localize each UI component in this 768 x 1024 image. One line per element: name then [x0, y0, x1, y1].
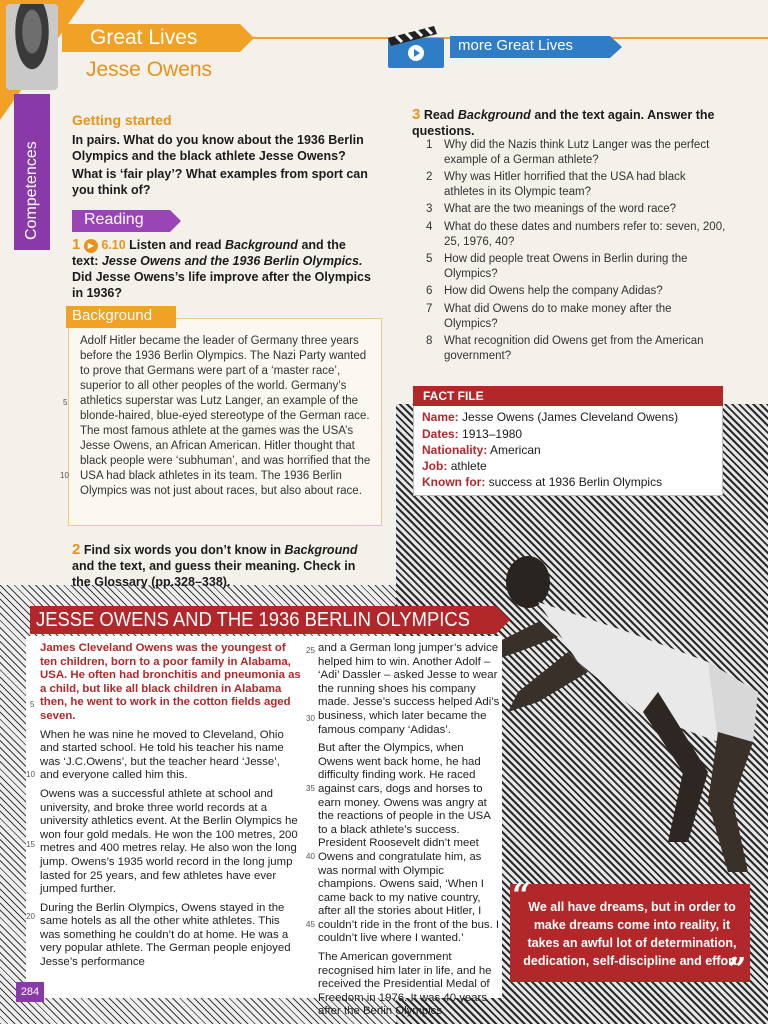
- reading-label: Reading: [84, 211, 144, 228]
- exercise-3-text-a: Read: [423, 108, 455, 122]
- close-quote-icon: ”: [728, 950, 747, 988]
- page-number: 284: [16, 982, 44, 1002]
- question-number: 5: [426, 253, 433, 266]
- jesse-owens-portrait: [6, 4, 58, 90]
- fact-file-heading: FACT FILE: [413, 386, 723, 406]
- exercise-2: [72, 542, 372, 590]
- list-item: [426, 284, 726, 299]
- question-number: 7: [426, 302, 433, 315]
- open-quote-icon: “: [512, 876, 531, 914]
- article-lead: James Cleveland Owens was the youngest of ten children, born to a poor family in Alabama, USA. He often had bronchitis and pneumonia as a child, but like all black children in Alabama then, he went to work in the cotton fields aged seven.: [40, 642, 301, 722]
- fact-row: [422, 459, 487, 473]
- article-paragraph: Owens was a successful athlete at school and university, and broke three world records at a university athletics event. At the Berlin Olympics he won four gold medals. He won the 100 metres, 200 metres and 400 metres relay. He also won the long jump. Owens’s 1935 world record in the long jump lasted for 25 years, and few athletes have ever jumped further.: [40, 787, 298, 896]
- background-text: Adolf Hitler became the leader of Germany three years before the 1936 Berlin Olympics. The Nazi Party wanted to prove that Germans were part of a ‘master race’, superior to all other peoples of the world. Germany’s athletics superstar was Lutz Langer, an example of the blonde-haired, blue-eyed stereotype of the German race. The most famous athlete at the games was the USA’s Jesse Owens, an African American. Hitler thought that black people were ‘subhuman’, and was horrified that the USA had black athletes in its team. The 1936 Berlin Olympics was not just about races, but also about race.: [80, 335, 371, 497]
- section-title: Great Lives: [90, 26, 198, 49]
- fact-row: [422, 443, 541, 457]
- line-number: 5: [63, 398, 68, 407]
- exercise-1-text-c: Did Jesse Owens’s life improve after the Olympics in 1936?: [72, 270, 371, 300]
- question-number: 3: [426, 203, 433, 216]
- list-item: [426, 252, 726, 281]
- article-paragraph: The American government recognised him later in life, and he received the Presidential Medal of Freedom in 1976. It was 40 years after the Berlin Olympics.: [318, 951, 492, 1018]
- question-list: [426, 138, 726, 366]
- question-number: 6: [426, 285, 433, 298]
- article-paragraph: and a German long jumper’s advice helped him to win. Another Adolf – ‘Adi’ Dassler – asked Jesse to wear the running shoes his company made. Jesse’s success helped Adi’s business, which later became the famous company ‘Adidas’.: [318, 642, 500, 736]
- quote-text: We all have dreams, but in order to make dreams come into reality, it takes an awful lot of determination, dedication, self-discipline and effort.: [523, 900, 741, 968]
- line-number: 35: [306, 784, 315, 793]
- article-paragraph: During the Berlin Olympics, Owens stayed in the same hotels as all the other white athletes. This was something he couldn’t do at home. He was a very popular athlete. The German people enjoyed Jesse’s performance: [40, 901, 291, 969]
- article-paragraph: But after the Olympics, when Owens went back home, he had difficulty finding work. He raced against cars, dogs and horses to earn money. Owens was angry at the reactions of people in the USA to a black athlete’s success. President Roosevelt didn’t meet Owens and congratulate him, as was normal with Olympic champions. Owens said, ‘When I came back to my native country, after all the stories about Hitler, I couldn’t ride in the front of the bus. I couldn’t live where I wanted.’: [318, 742, 500, 945]
- article-column-left: [40, 642, 302, 975]
- question-text: How did people treat Owens in Berlin during the Olympics?: [444, 253, 688, 280]
- line-number: 15: [26, 840, 35, 849]
- exercise-2-number: 2: [72, 541, 81, 558]
- article-column-right: [318, 642, 500, 1024]
- exercise-1-text-a: Listen and read: [129, 238, 222, 252]
- fact-key: Known for:: [422, 475, 486, 489]
- exercise-1-emphasis-2: Jesse Owens and the 1936 Berlin Olympics.: [101, 254, 363, 268]
- fact-value: 1913–1980: [462, 427, 523, 441]
- exercise-2-text-a: Find six words you don’t know in: [83, 543, 282, 557]
- article-paragraph: When he was nine he moved to Cleveland, Ohio and started school. He told his teacher his name was ‘J.C.Owens’, but the teacher heard ‘Jesse’, and everyone called him this.: [40, 728, 284, 782]
- question-text: Why did the Nazis think Lutz Langer was the perfect example of a German athlete?: [444, 139, 710, 166]
- line-number: 10: [26, 770, 35, 779]
- line-number: 5: [30, 700, 35, 709]
- question-text: How did Owens help the company Adidas?: [444, 285, 663, 298]
- question-text: What do these dates and numbers refer to: seven, 200, 25, 1976, 40?: [444, 220, 726, 248]
- exercise-1-text-b: and the text:: [72, 238, 346, 268]
- fact-key: Dates:: [422, 427, 459, 441]
- fact-key: Nationality:: [422, 443, 488, 457]
- line-number: 10: [60, 471, 69, 480]
- question-number: 4: [426, 220, 433, 233]
- exercise-1-number: 1: [72, 236, 81, 253]
- question-number: 2: [426, 171, 433, 184]
- fact-row: [422, 410, 678, 424]
- list-item: [426, 202, 726, 217]
- line-number: 20: [26, 912, 35, 921]
- question-text: What are the two meanings of the word race?: [444, 203, 677, 216]
- exercise-3-number: 3: [412, 106, 421, 123]
- line-number: 45: [306, 920, 315, 929]
- exercise-3-text-b: and the text again. Answer the questions.: [412, 108, 715, 138]
- question-number: 8: [426, 335, 433, 348]
- question-number: 1: [426, 139, 433, 151]
- fact-row: [422, 475, 662, 489]
- line-number: 40: [306, 852, 315, 861]
- question-text: What recognition did Owens get from the American government?: [444, 335, 704, 362]
- list-item: [426, 220, 726, 249]
- getting-started-question-1: In pairs. What do you know about the 1936 Berlin Olympics and the black athlete Jesse Owens?: [72, 133, 364, 163]
- runner-figure: [478, 542, 768, 902]
- more-great-lives-label[interactable]: more Great Lives: [458, 37, 574, 54]
- audio-track-number: 6.10: [101, 238, 126, 252]
- list-item: [426, 138, 726, 167]
- background-tab-label: Background: [72, 307, 153, 324]
- fact-key: Job:: [422, 459, 448, 473]
- list-item: [426, 334, 726, 363]
- exercise-3: [412, 107, 732, 139]
- question-text: What did Owens do to make money after the Olympics?: [444, 302, 672, 330]
- list-item: [426, 302, 726, 331]
- competences-label: Competences: [23, 141, 40, 240]
- getting-started-heading: Getting started: [72, 112, 172, 128]
- exercise-2-text-b: and the text, and guess their meaning. Check in the Glossary (pp.328–338).: [72, 559, 356, 589]
- exercise-2-emphasis: Background: [284, 543, 358, 557]
- getting-started-question-2: What is ‘fair play’? What examples from sport can you think of?: [72, 167, 368, 197]
- exercise-3-emphasis: Background: [457, 108, 531, 122]
- fact-value: American: [490, 443, 541, 457]
- clapperboard-icon: [384, 24, 446, 70]
- fact-key: Name:: [422, 410, 459, 424]
- fact-value: Jesse Owens (James Cleveland Owens): [462, 410, 679, 424]
- article-title: JESSE OWENS AND THE 1936 BERLIN OLYMPICS: [36, 609, 470, 631]
- audio-icon[interactable]: ▶: [84, 239, 98, 253]
- exercise-1: [72, 237, 372, 301]
- question-text: Why was Hitler horrified that the USA had black athletes in its Olympic team?: [444, 171, 686, 198]
- fact-value: athlete: [450, 459, 487, 473]
- fact-value: success at 1936 Berlin Olympics: [488, 475, 663, 489]
- page-title: Jesse Owens: [86, 58, 213, 81]
- fact-row: [422, 427, 522, 441]
- line-number: 25: [306, 646, 315, 655]
- exercise-1-emphasis-1: Background: [225, 238, 298, 252]
- list-item: [426, 170, 726, 199]
- line-number: 30: [306, 714, 315, 723]
